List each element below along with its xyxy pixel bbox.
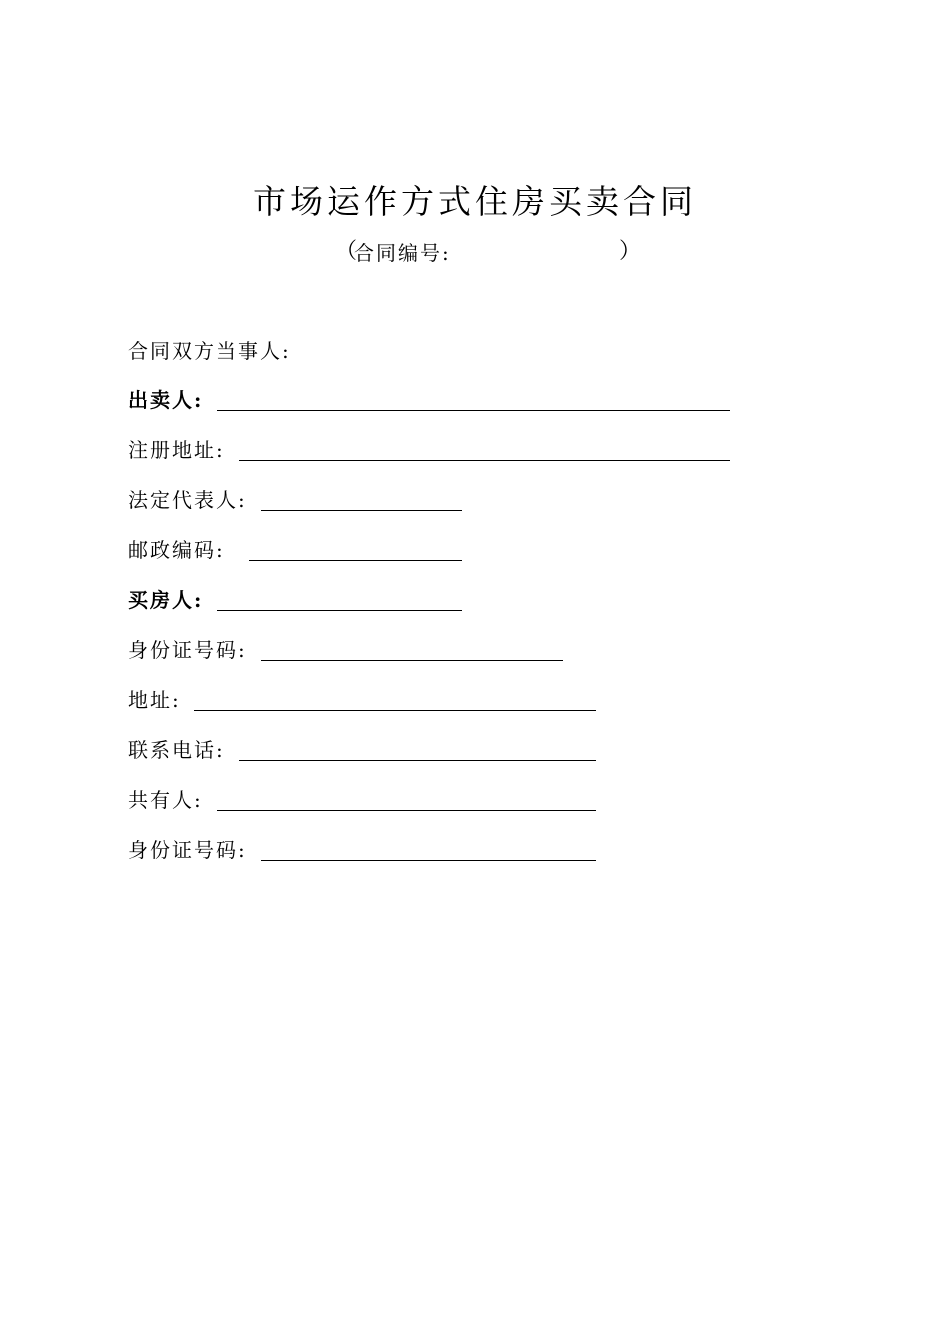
- fill-blank[interactable]: [194, 710, 596, 711]
- field-label: 注册地址:: [128, 438, 225, 462]
- field-label: 身份证号码:: [128, 838, 247, 862]
- contract-number-label: 合同编号:: [354, 241, 451, 265]
- fill-blank[interactable]: [239, 460, 730, 461]
- field-label: 地址:: [128, 688, 181, 712]
- parties-intro: 合同双方当事人:: [128, 339, 291, 363]
- field-label: 法定代表人:: [128, 488, 247, 512]
- fill-blank[interactable]: [239, 760, 596, 761]
- contract-number-line: [0, 236, 950, 268]
- field-label: 邮政编码:: [128, 538, 225, 562]
- fill-blank[interactable]: [217, 810, 596, 811]
- fill-blank[interactable]: [261, 860, 596, 861]
- open-paren: （: [335, 239, 358, 264]
- fill-blank[interactable]: [217, 410, 730, 411]
- field-label: 买房人:: [128, 588, 204, 612]
- field-label: 联系电话:: [128, 738, 225, 762]
- fill-blank[interactable]: [261, 660, 563, 661]
- field-label: 出卖人:: [128, 388, 204, 412]
- fill-blank[interactable]: [249, 560, 462, 561]
- field-label: 身份证号码:: [128, 638, 247, 662]
- fill-blank[interactable]: [217, 610, 462, 611]
- fill-blank[interactable]: [261, 510, 462, 511]
- close-paren: ）: [619, 239, 642, 264]
- field-label: 共有人:: [128, 788, 203, 812]
- document-title: 市场运作方式住房买卖合同: [253, 182, 697, 221]
